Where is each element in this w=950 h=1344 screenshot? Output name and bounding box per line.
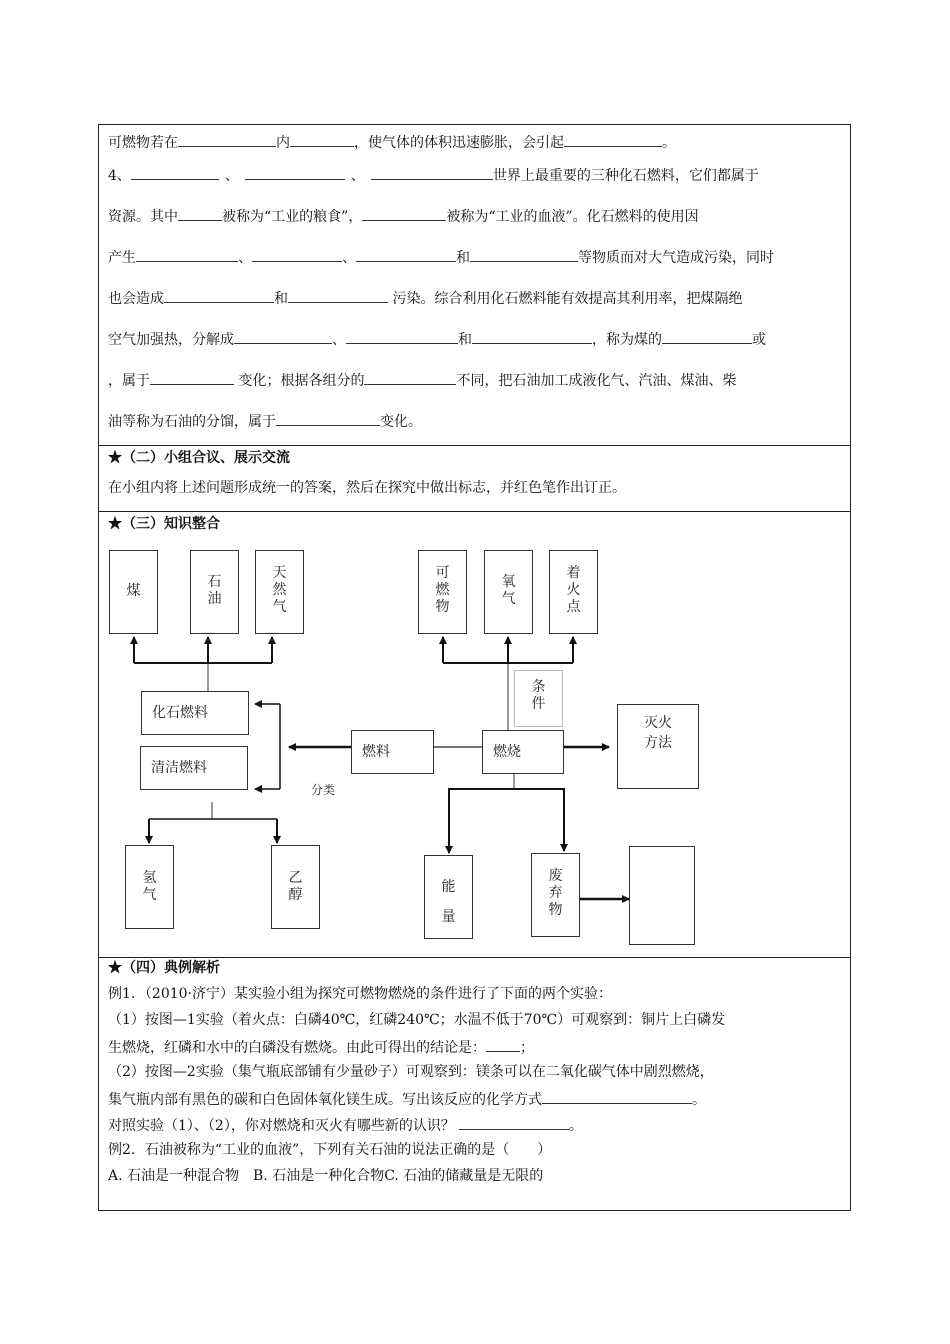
box-fossil-fuel: [141, 691, 249, 735]
answer-blank[interactable]: [234, 329, 332, 344]
box-ethanol: [271, 845, 320, 929]
box-natural-gas: [255, 550, 304, 634]
text: 、: [238, 250, 252, 266]
box-label: 氧气: [501, 574, 516, 607]
example-line: [108, 1141, 551, 1159]
line-6: [108, 329, 766, 349]
line: 方法: [644, 735, 672, 751]
box-oxygen: [484, 550, 533, 634]
fill-blank-section: [99, 125, 850, 446]
section-text: 在小组内将上述问题形成统一的答案，然后在探究中做出标志，并红色笔作出订正。: [108, 480, 626, 496]
section-heading: ★（二）小组合议、展示交流: [108, 450, 290, 466]
box-label: 条件: [531, 679, 546, 712]
text: 内: [276, 135, 290, 151]
section-heading: ★（四）典例解析: [108, 960, 220, 976]
answer-blank[interactable]: [178, 206, 222, 221]
answer-blank[interactable]: [470, 247, 578, 262]
text: 变化。: [380, 414, 422, 430]
text: 和: [274, 291, 288, 307]
text: 世界上最重要的三种化石燃料，它们都属于: [492, 168, 759, 184]
answer-blank[interactable]: [486, 1037, 520, 1052]
box-label: 氢气: [142, 870, 157, 903]
box-clean-fuel: [140, 746, 248, 790]
text: 被称为“工业的粮食”，: [222, 209, 363, 225]
classify-label: 分类: [311, 783, 336, 797]
box-label: 天然气: [272, 565, 287, 615]
answer-blank[interactable]: [131, 165, 219, 180]
answer-blank[interactable]: [136, 247, 238, 262]
box-label: 可燃物: [435, 565, 450, 615]
group-discussion-section: [99, 446, 850, 512]
text: 。: [568, 1118, 583, 1134]
answer-blank[interactable]: [245, 165, 345, 180]
example-line: [108, 1115, 583, 1135]
examples-section: [99, 958, 850, 1212]
answer-blank[interactable]: [346, 329, 458, 344]
box-combustible: [418, 550, 467, 634]
answer-blank[interactable]: [459, 1115, 569, 1130]
text: 污染。综合利用化石燃料能有效提高其利用率，把煤隔绝: [388, 291, 743, 307]
box-ignition-point: [549, 550, 598, 634]
box-petroleum: [190, 550, 239, 634]
worksheet-table: [98, 124, 851, 1211]
text: 对照实验（1）、（2），你对燃烧和灭火有哪些新的认识？: [108, 1118, 455, 1134]
knowledge-integration-section: [99, 512, 850, 958]
text: （2）按图—2实验（集气瓶底部铺有少量砂子）可观察到：镁条可以在二氧化碳气体中剧烈燃烧，: [108, 1064, 714, 1080]
answer-blank[interactable]: [150, 370, 234, 385]
box-label: 煤: [126, 583, 141, 599]
example-line: [108, 1089, 706, 1109]
box-coal: [109, 550, 158, 634]
text: 例1．（2010·济宁）某实验小组为探究可燃物燃烧的条件进行了下面的两个实验：: [108, 986, 612, 1002]
answer-blank[interactable]: [252, 247, 342, 262]
line-2: [108, 165, 759, 185]
line-3: [108, 206, 699, 226]
text: 和: [456, 250, 470, 266]
text: 资源。其中: [108, 209, 178, 225]
text: 生燃烧，红磷和水中的白磷没有燃烧。由此可得出的结论是：: [108, 1040, 486, 1056]
box-label: 清洁燃料: [151, 760, 207, 776]
text: 、: [342, 250, 356, 266]
text: （1）按图—1实验（着火点：白磷40℃，红磷240℃；水温不低于70℃）可观察到：铜片上白磷发: [108, 1012, 726, 1028]
text: 油等称为石油的分馏，属于: [108, 414, 276, 430]
text: 。: [662, 135, 676, 151]
text: 。: [692, 1092, 706, 1108]
box-waste: [531, 853, 580, 937]
text: 集气瓶内部有黑色的碳和白色固体氧化镁生成。写出该反应的化学方式: [108, 1092, 542, 1108]
box-combustion: [482, 730, 564, 774]
answer-blank[interactable]: [276, 411, 380, 426]
text: 可燃物若在: [108, 135, 178, 151]
text: 产生: [108, 250, 136, 266]
box-extinguish-method: [617, 704, 699, 789]
box-label: [618, 713, 698, 753]
text: 空气加强热，分解成: [108, 332, 234, 348]
answer-blank[interactable]: [356, 247, 456, 262]
example-line: [108, 985, 612, 1003]
example-line: [108, 1037, 534, 1057]
box-label: 燃料: [362, 744, 390, 760]
text: 变化；根据各组分的: [234, 373, 365, 389]
answer-blank[interactable]: [364, 370, 456, 385]
answer-blank[interactable]: [178, 132, 276, 147]
answer-blank[interactable]: [290, 132, 354, 147]
answer-blank[interactable]: [371, 165, 493, 180]
text: 例2．石油被称为“工业的血液”，下列有关石油的说法正确的是（ ）: [108, 1142, 552, 1158]
box-label: 乙醇: [288, 870, 303, 903]
text: 等物质而对大气造成污染，同时: [578, 250, 774, 266]
answer-blank[interactable]: [164, 288, 274, 303]
box-hydrogen: [125, 845, 174, 929]
text: ，属于: [108, 373, 150, 389]
text: 、: [224, 168, 239, 184]
text: ，称为煤的: [592, 332, 662, 348]
box-energy: [424, 855, 473, 939]
text: 被称为“工业的血液”。化石燃料的使用因: [446, 209, 699, 225]
text: 和: [458, 332, 472, 348]
box-label: 废弃物: [548, 868, 563, 918]
box-label: 着火点: [566, 565, 581, 615]
text: 也会造成: [108, 291, 164, 307]
answer-blank[interactable]: [542, 1089, 692, 1104]
answer-blank[interactable]: [662, 329, 752, 344]
line: 量: [441, 909, 456, 925]
example-line: [108, 1011, 725, 1029]
answer-blank[interactable]: [288, 288, 388, 303]
line: 灭火: [644, 715, 672, 731]
text: 4、: [108, 168, 131, 184]
line-8: [108, 411, 422, 431]
text: ，使气体的体积迅速膨胀，会引起: [354, 135, 564, 151]
line-5: [108, 288, 742, 308]
example-line: [108, 1063, 714, 1081]
line-7: [108, 370, 736, 390]
line-1: [108, 132, 676, 152]
box-label: 石油: [207, 574, 222, 607]
text: 、: [350, 168, 365, 184]
box-label: 化石燃料: [152, 705, 208, 721]
text: A. 石油是一种混合物 B. 石油是一种化合物C. 石油的储藏量是无限的: [108, 1168, 544, 1184]
section-heading: ★（三）知识整合: [108, 516, 220, 532]
answer-blank[interactable]: [362, 206, 446, 221]
example-line: [108, 1167, 543, 1185]
concept-diagram: [99, 512, 852, 958]
box-label: [425, 872, 472, 932]
text: ；: [520, 1040, 534, 1056]
text: 、: [332, 332, 346, 348]
line-4: [108, 247, 774, 267]
box-condition-label: [514, 670, 563, 727]
answer-blank[interactable]: [472, 329, 592, 344]
box-empty-answer[interactable]: [629, 846, 695, 945]
box-fuel: [351, 730, 434, 774]
text: 不同，把石油加工成液化气、汽油、煤油、柴: [456, 373, 737, 389]
line: 能: [441, 879, 456, 895]
text: 或: [752, 332, 766, 348]
box-label: 燃烧: [493, 744, 521, 760]
answer-blank[interactable]: [564, 132, 662, 147]
